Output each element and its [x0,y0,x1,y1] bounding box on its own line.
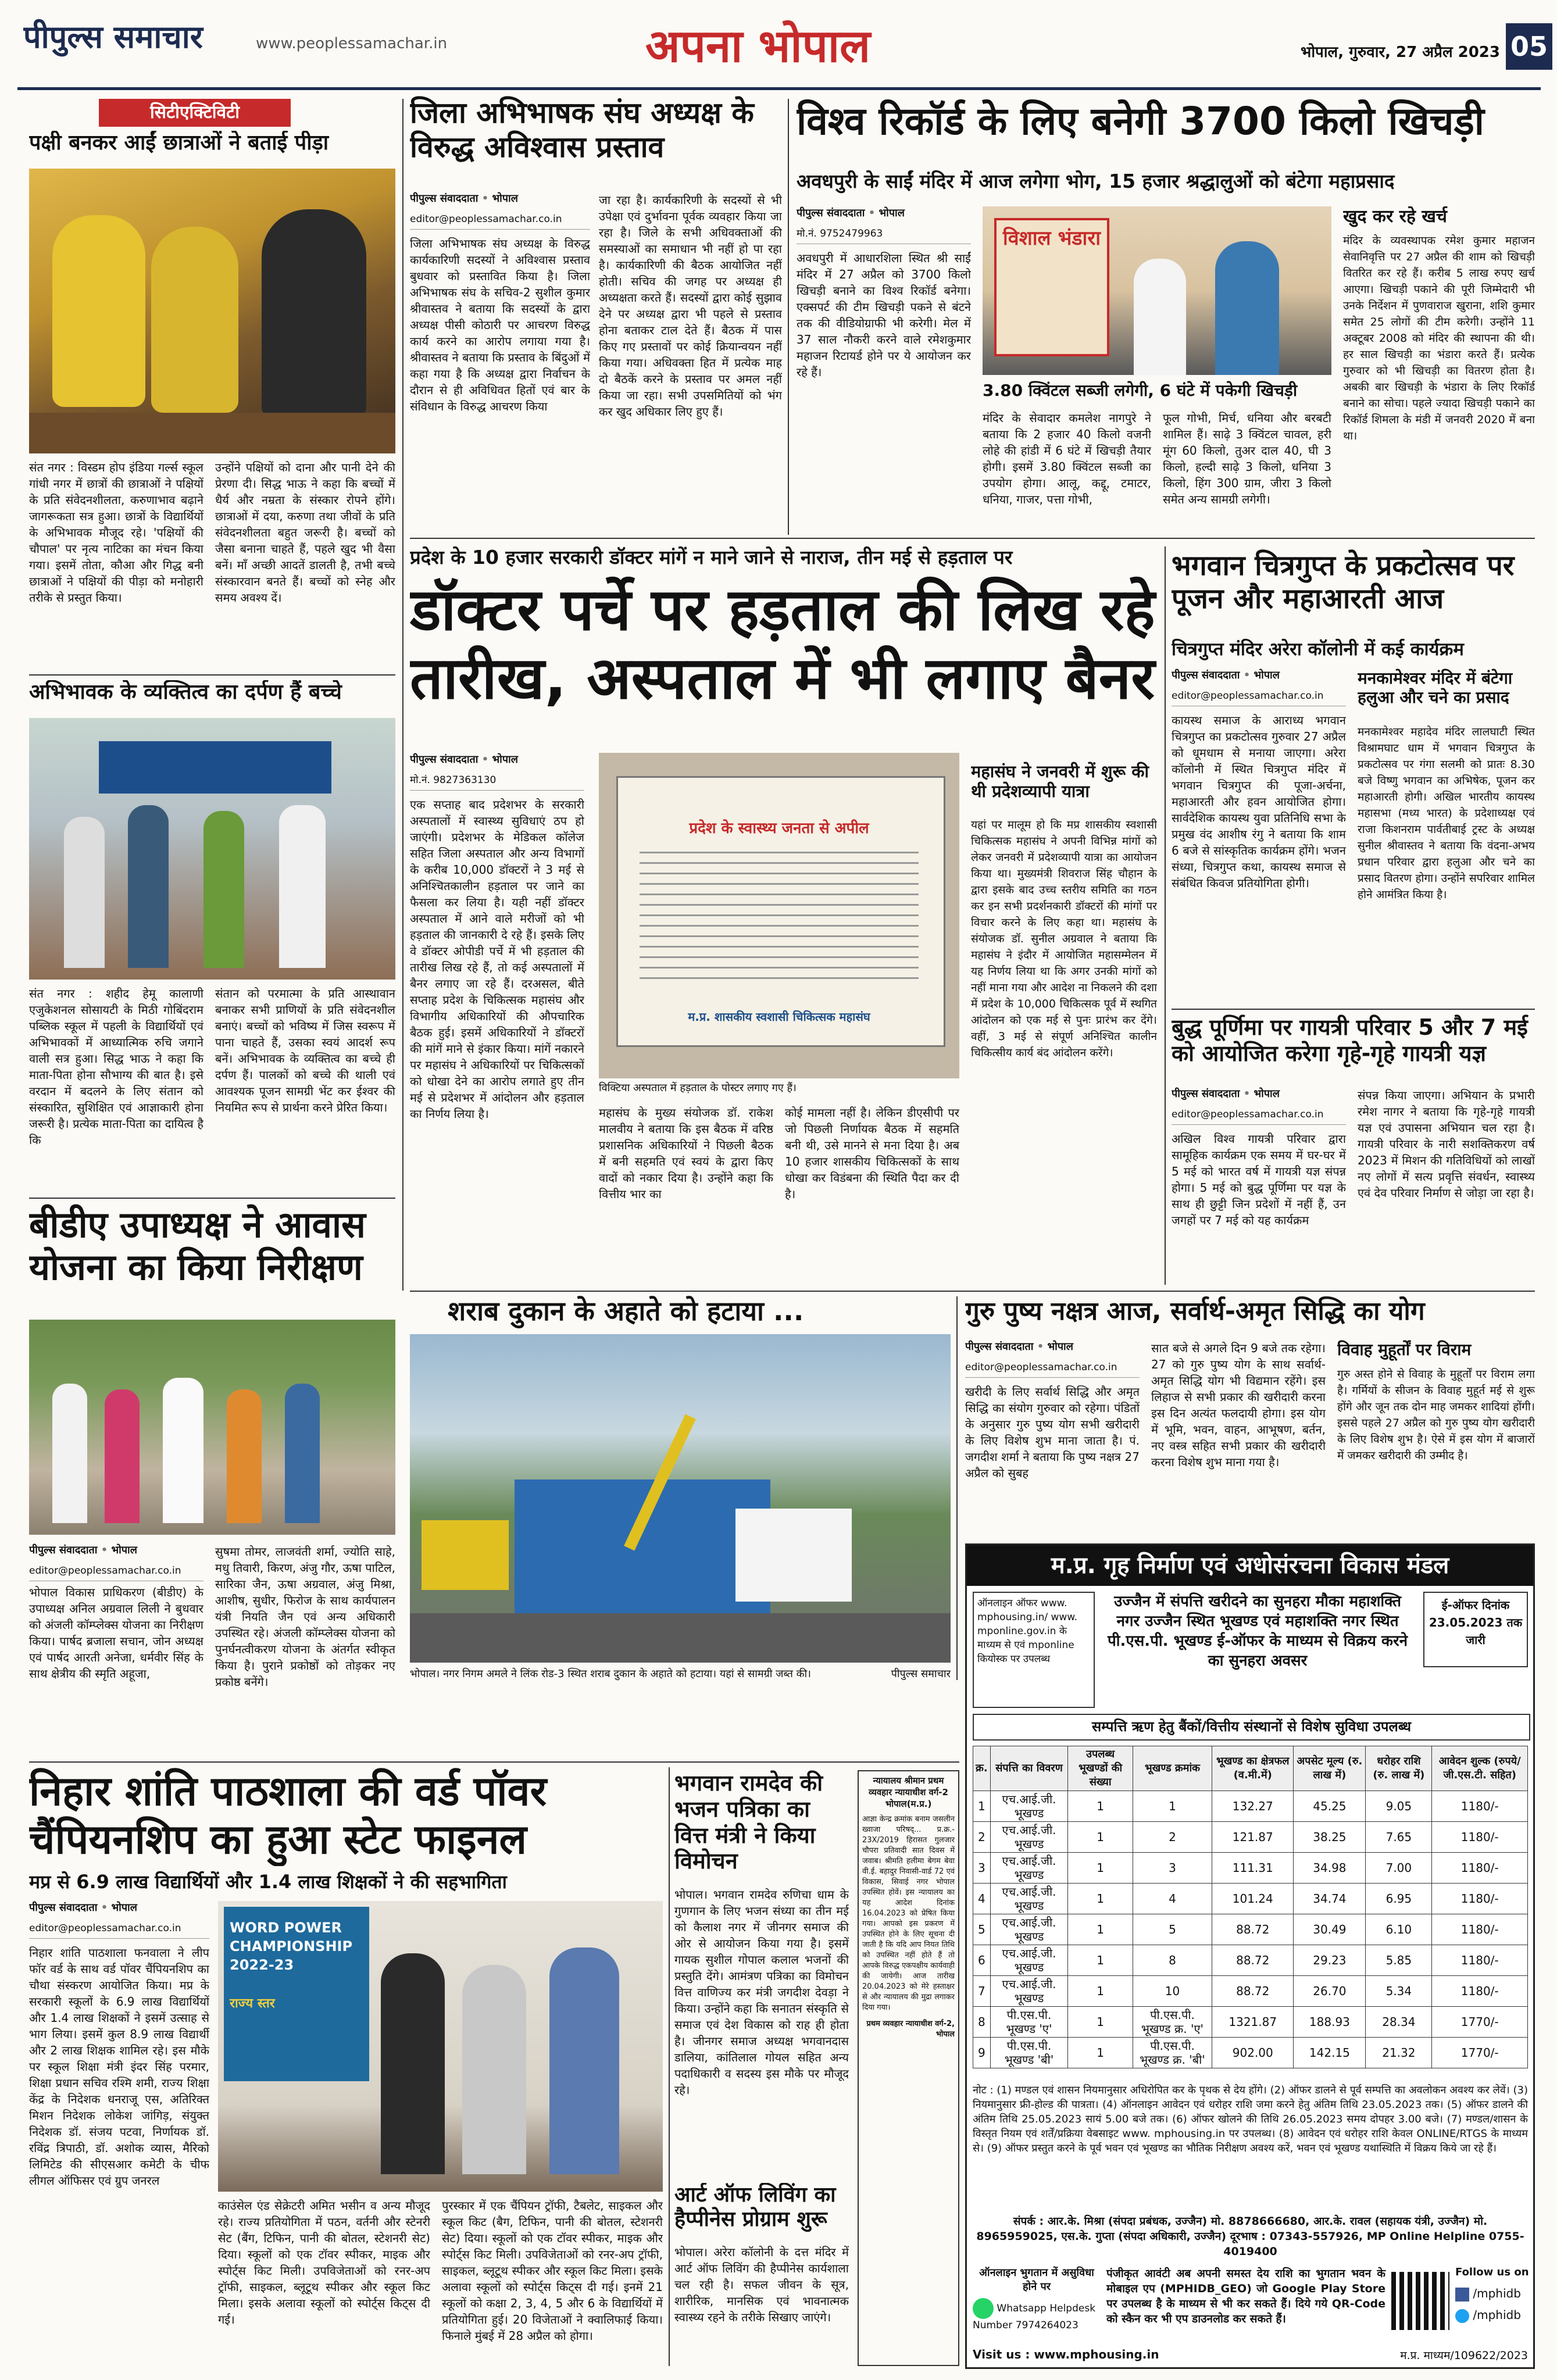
table-row [973,1976,1528,2007]
table-cell: 29.23 [1294,1945,1366,1976]
byline-agency: पीपुल्स संवाददाता [1172,669,1240,681]
doctor-mobile: मो.नं. 9827363130 [410,773,584,791]
table-cell: 4 [973,1884,991,1914]
byline-place: भोपाल [111,1544,137,1556]
bda-byline: पीपुल्स संवाददाता • भोपाल [29,1544,137,1556]
table-cell: 8 [1133,1945,1212,1976]
edition-date: भोपाल, गुरुवार, 27 अप्रैल 2023 [1301,44,1500,61]
chitragupt-subheadline: चित्रगुप्त मंदिर अरेरा कॉलोनी में कई कार्यक्रम [1172,639,1464,660]
twitter-handle: /mphidb [1473,2308,1521,2322]
guru-side-heading: विवाह मुहूर्तों पर विराम [1337,1340,1472,1359]
chitragupt-col1: कायस्थ समाज के आराध्य भगवान चित्रगुप्त का प्रकटोत्सव गुरुवार 27 अप्रैल को धूमधाम से मनाया जाएगा। अरेरा कॉलोनी में स्थित चित्रगुप्त मंदिर में भगवान चित्रगुप्त की पूजा-अर्चना, महाआरती और हवन आयोजित होगा। सार्वदेशिक कायस्थ युवा प्रतिनिधि सभा के प्रमुख वंद आशीष रंगु ने बताया कि शाम 6 बजे से सांस्कृतिक कार्यक्रम होंगे। भजन संध्या, चित्रगुप्त कथा, कायस्थ समाज से संबंधित किवज प्रतियोगिता होगी। [1172,713,1346,890]
nihar-headline: निहार शांति पाठशाला की वर्ड पॉवर चैंपियनशिप का हुआ स्टेट फाइनल [29,1767,547,1863]
table-cell: 1180/- [1432,1853,1528,1884]
chitragupt-side-heading: मनकामेश्वर मंदिर में बंटेगा हलुआ और चने का प्रसाद [1358,669,1513,707]
strike-photo-caption: विक्टिया अस्पताल में हड़ताल के पोस्टर लगाए गए हैं। [599,1082,797,1094]
nihar-col2: काउंसेल एंड सेक्रेटरी अमित भसीन व अन्य मौजूद रहे। राज्य प्रतियोगिता में पठन, वर्तनी और स्टेनरी सेट (बैंग, टिफिन, पानी की बोतल, स्टेशनरी सेट) दिया। स्कूलों को एक टॉवर स्पीकर, माइक और स्पोर्ट्स किट मिली। उपविजेताओं को रनर-अप ट्रॉफी, साइकल, ब्लूटूथ स्पीकर और स्कूल किट मिला। इसके अलावा स्कूलों को स्पोर्ट्स किट्स दी गई। [218,2199,430,2327]
table-row [973,1822,1528,1853]
banner-title: प्रदेश के स्वास्थ्य जनता से अपील [689,820,869,837]
khichdi-byline: पीपुल्स संवाददाता • भोपाल [797,207,905,219]
mphousing-title: म.प्र. गृह निर्माण एवं अधोसंरचना विकास मंडल [967,1545,1533,1586]
table-cell: 1 [1068,1822,1133,1853]
city-headline-2: अभिभावक के व्यक्तित्व का दर्पण हैं बच्चे [29,680,342,704]
table-cell: 9 [973,2038,991,2068]
mphousing-help-box: ऑनलाइन भुगतान में असुविधा होने पर [979,2267,1094,2293]
mphousing-whatsapp[interactable] [973,2298,1101,2339]
table-header-cell: धरोहर राशि (रु. लाख में) [1366,1746,1432,1791]
masthead [0,0,1557,87]
table-cell: एच.आई.जी. भूखण्ड [990,1791,1068,1822]
table-cell: 1 [1068,2007,1133,2038]
site-url: www.peoplessamachar.in [256,35,448,52]
table-header-cell: भूखण्ड क्रमांक [1133,1746,1212,1791]
table-cell: 5 [1133,1914,1212,1945]
mphousing-note: नोट : (1) मण्डल एवं शासन नियमानुसार अधिरोपित कर के पृथक से देय होंगे। (2) ऑफर डालने से पूर्व सम्पत्ति का अवलोकन अवश्य कर लेवें। (3) नियमानुसार फ्री-होल्ड की पात्रता। (4) ऑनलाइन आवेदन एवं धरोहर राशि जमा करने हेतु अंतिम तिथि 23.05.2023 तक। (5) ऑफर डालने की अंतिम तिथि 25.05.2023 सायं 5.00 बजे तक। (6) ऑफर खोलने की तिथि 26.05.2023 समय दोपहर 3.00 बजे। (7) मण्डल/शासन के विस्तृत नियम एवं शर्तें/प्रक्रिया वेबसाइट www. mphousing.in पर उपलब्ध। (8) आवेदन एवं धरोहर राशि केवल ONLINE/RTGS के माध्यम से। (9) ऑफर प्रस्तुत करने के पूर्व भवन एवं भूखण्ड का भौतिक निरीक्षण अवश्य करें, भवन एवं भूखण्ड यथास्थिति में विक्रय किये जा रहे हैं। [973,2084,1528,2154]
ramdev-body: भोपाल। भगवान रामदेव रुणिचा धाम के गुणगान के लिए भजन संध्या का तीन मई को कैलाश नगर में जीनगर समाज की ओर से आयोजन किया गया है। इसमें गायक सुशील गोपाल कलाल भजनों की प्रस्तुति देंगे। आमंत्रण पत्रिका का विमोचन वित्त वाणिज्य कर मंत्री जगदीश देवड़ा ने किया। उन्होंने कहा कि सनातन संस्कृति से समाज एवं देश विकास को राह ही होता है। जीनगर समाज अध्यक्ष भगवानदास डालिया, कांतिलाल गोयल सहित अन्य पदाधिकारी व सदस्य इस मौके पर मौजूद रहे। [674,1888,849,2097]
city-story-2-col1: संत नगर : शहीद हेमू कालाणी एजुकेशनल सोसायटी के मिठी गोबिंदराम पब्लिक स्कूल में पहली के विद्यार्थियों एवं अभिभावकों में आध्यात्मिक रुचि जगाने वाली सत्र हुआ। सिद्ध भाऊ ने कहा कि माता-पिता होना सौभाग्य की बात है। इसे वरदान में बदलने के लिए संतान को संस्कारित, सुशिक्षित एवं आज्ञाकारी होना जरूरी है। प्रत्येक माता-पिता का दायित्व है कि [29,987,203,1147]
table-cell: पी.एस.पी. भूखण्ड 'बी' [990,2038,1068,2068]
byline-place: भोपाल [111,1902,137,1914]
championship-photo [218,1901,663,2192]
sharab-photo-credit: पीपुल्स समाचार [891,1668,951,1680]
table-cell: 1 [1133,1791,1212,1822]
mphousing-follow-label: Follow us on [1455,2266,1529,2278]
table-row [973,1945,1528,1976]
table-cell: 88.72 [1212,1976,1294,2007]
guru-col2: सात बजे से अगले दिन 9 बजे तक रहेगा। 27 को गुरु पुष्य योग के साथ सर्वार्थ-अमृत सिद्धि योग भी विद्यमान रहेंगे। इस लिहाज से सभी प्रकार की खरीदारी करना इस दिन अत्यंत फलदायी होगा। इस योग में भूमि, भवन, वाहन, आभूषण, बर्तन, नए वस्त्र सहित सभी प्रकार की खरीदारी करना विशेष शुभ माना गया है। [1151,1341,1326,1469]
art-of-living-body: भोपाल। अरेरा कॉलोनी के दत्त मंदिर में आर्ट ऑफ लिविंग की हैप्पीनेस कार्यशाला चल रही है। सफल जीवन के सूत्र, शारीरिक, मानसिक एवं भावनात्मक स्वास्थ्य रहने के तरीके सिखाए जाएंगे। [674,2245,849,2324]
banner-signature: म.प्र. शासकीय स्वशासी चिकित्सक महासंघ [688,1010,870,1024]
mphousing-plot-table [973,1746,1528,2068]
nihar-col3: पुरस्कार में एक चैंपियन ट्रॉफी, टैबलेट, साइकल और स्कूल किट (बैग, टिफिन, पानी की बोतल, स्टेशनरी सेट) दिया। स्कूलों को एक टॉवर स्पीकर, माइक और स्पोर्ट्स किट मिली। उपविजेताओं को रनर-अप ट्रॉफी, साइकल, ब्लूटूथ स्पीकर और स्कूल किट मिला। इसके अलावा स्कूलों को स्पोर्ट्स किट्स दी गई। इनमें 21 स्कूलों को कक्षा 2, 3, 4, 5 और 6 के विद्यार्थियों में प्रतियोगिता हुई। 20 विजेताओं ने क्वालिफाई किया। फिनाले मुंबई में 28 अप्रैल को होगा। [442,2199,663,2343]
table-cell: 1 [973,1791,991,1822]
table-cell: 1321.87 [1212,2007,1294,2038]
khichdi-col4: फूल गोभी, मिर्च, धनिया और बरबटी शामिल हैं। साढ़े 3 क्विंटल चावल, हरी मूंग 60 किलो, तुअर दाल 40, घी 3 किलो, हल्दी साढ़े 3 किलो, धनिया 3 किलो, हिंग 300 ग्राम, जीरा 3 किलो समेत अन्य सामग्री लगेगी। [1163,411,1331,506]
strike-banner-photo [599,753,959,1078]
byline-agency: पीपुल्स संवाददाता [410,192,478,205]
nihar-email[interactable]: editor@peoplessamachar.co.in [29,1921,209,1939]
bda-email[interactable]: editor@peoplessamachar.co.in [29,1564,203,1581]
table-cell: 132.27 [1212,1791,1294,1822]
byline-agency: पीपुल्स संवाददाता [965,1341,1034,1353]
vakil-col2: जा रहा है। कार्यकारिणी के सदस्यों से भी उपेक्षा एवं दुर्भावना पूर्वक व्यवहार किया जा रहा है। जिले के सभी अधिवक्ताओं की समस्याओं का समाधान भी नहीं हो पा रहा है। कार्यकारिणी की बैठक आयोजित नहीं होती। सचिव की जगह पर अध्यक्ष ही अध्यक्षता करते हैं। सदस्यों द्वारा कोई सुझाव देने पर अध्यक्ष द्वारा भी पहले से प्रस्ताव होना बताकर टाल देते हैं। बैठक में पास किए गए प्रस्तावों पर कोई क्रियान्वयन नहीं किया गया। अधिवक्ता हित में प्रत्येक माह दो बैठकें करने के प्रस्ताव पर अमल नहीं किया जा रहा। सभी उपसमितियों को भंग कर खुद अधिकार लिए हुए हैं। [599,193,782,419]
whatsapp-icon [973,2298,994,2319]
mphousing-code: म.प्र. माध्यम/109622/2023 [1400,2349,1528,2362]
bda-inspection-photo [29,1320,395,1535]
court-title: न्यायालय श्रीमान प्रथम व्यवहार न्यायाधीश वर्ग-2 भोपाल(म.प्र.) [869,1775,948,1809]
table-cell: 6.10 [1366,1914,1432,1945]
facebook-link[interactable] [1455,2286,1531,2304]
byline-agency: पीपुल्स संवाददाता [410,753,478,766]
khichdi-side-heading: खुद कर रहे खर्च [1343,206,1447,227]
byline-agency: पीपुल्स संवाददाता [797,207,865,219]
table-row [973,1853,1528,1884]
table-cell: एच.आई.जी. भूखण्ड [990,1822,1068,1853]
table-cell: एच.आई.जी. भूखण्ड [990,1884,1068,1914]
mphousing-online-box[interactable]: ऑनलाइन ऑफर www. mphousing.in/ www. mponline.gov.in के माध्यम से एवं mponline कियोस्क पर उपलब्ध [973,1592,1095,1708]
twitter-icon [1455,2309,1469,2323]
table-cell: 1180/- [1432,1914,1528,1945]
nihar-subheadline: मप्र से 6.9 लाख विद्यार्थियों और 1.4 लाख शिक्षकों ने की सहभागिता [29,1871,507,1893]
byline-agency: पीपुल्स संवाददाता [29,1544,98,1556]
table-cell: 101.24 [1212,1884,1294,1914]
city-story-1-col1: संत नगर : विस्डम होप इंडिया गर्ल्स स्कूल गांधी नगर में छात्रों की छात्राओं ने पक्षियों के प्रति संवेदनशीलता, करुणाभाव बढ़ाने जागरूकता सत्र हुआ। छात्रों के विद्यार्थियों के अभिभावक मौजूद रहे। 'पक्षियों की चौपाल' पर नृत्य नाटिका का मंचन किया गया। इसमें तोता, कौआ और गिद्ध बनी छात्राओं ने पक्षियों की पीड़ा को मनोहारी तरीके से प्रस्तुत किया। [29,460,203,605]
bda-headline: बीडीए उपाध्यक्ष ने आवास योजना का किया निरीक्षण [29,1203,366,1289]
guru-col1: खरीदी के लिए सर्वार्थ सिद्धि और अमृत सिद्धि का संयोग गुरुवार को रहेगा। पंडितों के अनुसार गुरु पुष्य योग सभी खरीदारी के लिए विशेष शुभ माना जाता है। पं. जगदीश शर्मा ने बताया कि पुष्य नक्षत्र 27 अप्रैल को सुबह [965,1385,1140,1480]
table-cell: 88.72 [1212,1914,1294,1945]
table-cell: एच.आई.जी. भूखण्ड [990,1853,1068,1884]
chitragupt-byline: पीपुल्स संवाददाता • भोपाल [1172,669,1280,681]
facebook-handle: /mphidb [1473,2286,1521,2300]
guru-headline: गुरु पुष्य नक्षत्र आज, सर्वार्थ-अमृत सिद्धि का योग [965,1296,1425,1326]
whatsapp-number: Whatsapp Helpdesk Number 7974264023 [973,2303,1096,2331]
khichdi-mobile: मो.नं. 9752479963 [797,227,971,244]
byline-agency: पीपुल्स संवाददाता [29,1902,98,1914]
vakil-email[interactable]: editor@peoplessamachar.co.in [410,212,590,230]
byline-place: भोपाल [1047,1341,1073,1353]
table-cell: 1180/- [1432,1976,1528,2007]
guru-email[interactable]: editor@peoplessamachar.co.in [965,1360,1140,1378]
vakil-headline: जिला अभिभाषक संघ अध्यक्ष के विरुद्ध अविश्वास प्रस्ताव [410,96,754,164]
table-cell: 88.72 [1212,1945,1294,1976]
doctor-headline: डॉक्टर पर्चे पर हड़ताल की लिख रहे तारीख, अस्पताल में भी लगाए बैनर [410,576,1155,712]
mphousing-contact: संपर्क : आर.के. मिश्रा (संपदा प्रबंधक, उज्जैन) मो. 8878666680, आर.के. रावल (सहायक यंत्री, उज्जैन) मो. 8965959025, एस.के. गुप्ता (संपदा अधिकारी, उज्जैन) दूरभाष : 07343-557926, MP Online Helpline 0755-4019400 [976,2215,1524,2258]
gayatri-byline: पीपुल्स संवाददाता • भोपाल [1172,1088,1280,1100]
gayatri-email[interactable]: editor@peoplessamachar.co.in [1172,1107,1346,1125]
facebook-icon [1455,2288,1469,2302]
byline-place: भोपाल [1254,669,1280,681]
table-cell: एच.आई.जी. भूखण्ड [990,1976,1068,2007]
doctor-col1: एक सप्ताह बाद प्रदेशभर के सरकारी अस्पतालों में स्वास्थ्य सुविधाएं ठप हो जाएंगी। प्रदेशभर के मेडिकल कॉलेज सहित जिला अस्पताल और अन्य विभागों के करीब 10,000 डॉक्टरों ने 3 मई से अनिश्चितकालीन हड़ताल पर जाने का फैसला कर लिया है। यही नहीं डॉक्टर अस्पताल में आने वाले मरीजों को भी हड़ताल की जानकारी दे रहे हैं। इसके लिए वे डॉक्टर ओपीडी पर्चे में भी हड़ताल की तारीख लिख रहे हैं, तो कई अस्पतालों में बैनर लगाए जा रहे हैं। दरअसल, बीते सप्ताह प्रदेश के चिकित्सक महासंघ और विभागीय अधिकारियों की औपचारिक बैठक हुई। इसमें अधिकारियों ने डॉक्टरों की मांगें माने से इंकार किया। मांगें नकारने पर महासंघ ने अधिकारियों पर चिकित्सकों को धोखा देने का आरोप लगाते हुए तीन मई से प्रदेशभर में आंदोलन और हड़ताल का निर्णय लिया है। [410,798,584,1121]
city-headline-1: पक्षी बनकर आईं छात्राओं ने बताई पीड़ा [29,131,329,155]
table-cell: 1 [1068,1853,1133,1884]
table-cell: 1 [1068,2038,1133,2068]
table-header-cell: भूखण्ड का क्षेत्रफल (व.मी.में) [1212,1746,1294,1791]
ramdev-headline: भगवान रामदेव की भजन पत्रिका का वित्त मंत्री ने किया विमोचन [674,1770,823,1874]
table-cell: 5 [973,1914,991,1945]
table-cell: पी.एस.पी. भूखण्ड क्र. 'ए' [1133,2007,1212,2038]
khichdi-side-body: मंदिर के व्यवस्थापक रमेश कुमार महाजन सेवानिवृत्ति पर 27 अप्रैल की शाम को खिचड़ी वितरित कर रहे हैं। करीब 5 लाख रुपए खर्च आएगा। खिचड़ी पकाने की पूरी जिम्मेदारी भी उनके निर्देशन में पुणवाराज खुराना, शशि कुमार समेत 25 लोगों की टीम करेगी। उन्होंने 11 अक्टूबर 2008 को मंदिर की स्थापना की थी। हर साल खिचड़ी का भंडारा करते हैं। प्रत्येक गुरुवार को भी खिचड़ी का वितरण होता है। अबकी बार खिचड़ी के भंडारा के लिए रिकॉर्ड बनाने का सोचा। पहले ज्यादा खिचड़ी पकाने का रिकॉर्ड शिमला के मंडी में जनवरी 2020 में बना था। [1343,234,1535,442]
khichdi-subheadline: अवधपुरी के साईं मंदिर में आज लगेगा भोग, 15 हजार श्रद्धालुओं को बंटेगा महाप्रसाद [797,170,1395,192]
vakil-byline: पीपुल्स संवाददाता • भोपाल [410,192,518,205]
table-cell: 21.32 [1366,2038,1432,2068]
guru-byline: पीपुल्स संवाददाता • भोपाल [965,1341,1073,1353]
table-header-cell: क्र. [973,1746,991,1791]
championship-banner-sub: राज्य स्तर [230,1996,275,2011]
doctor-col3: कोई मामला नहीं है। लेकिन डीएसीपी पर जो पिछली निर्णायक बैठक में सहमति बनी थी, उसे मानने से मना दिया है। अब 10 हजार शासकीय चिकित्सकों के साथ धोखा कर विडंबना की स्थिति पैदा कर दी है। [785,1106,959,1201]
table-cell: 7.65 [1366,1822,1432,1853]
table-cell: 1770/- [1432,2007,1528,2038]
table-cell: 1770/- [1432,2038,1528,2068]
sharab-caption: भोपाल। नगर निगम अमले ने लिंक रोड-3 स्थित शराब दुकान के अहाते को हटाया। यहां से सामग्री जब्त की। [410,1668,811,1680]
championship-banner-text: WORD POWER CHAMPIONSHIP 2022-23 [230,1920,353,1973]
doctor-side-body: यहां पर मालूम हो कि मप्र शासकीय स्वशासी चिकित्सक महासंघ ने अपनी विभिन्न मांगों को लेकर जनवरी में प्रदेशव्यापी यात्रा का आयोजन किया था। मुख्यमंत्री शिवराज सिंह चौहान के द्वारा इसके बाद उच्च स्तरीय समिति का गठन कर इन सभी प्रदर्शनकारी डॉक्टरों की मांगों पर विचार करने के लिए कहा था। महासंघ के संयोजक डॉ. सुनील अग्रवाल ने बताया कि महासंघ ने इंदौर में आयोजित महासम्मेलन में यह निर्णय लिया था कि अगर उनकी मांगों को नहीं माना गया और आदेश ना निकलने की दशा में प्रदेश के 10,000 चिकित्सक पूर्व में स्थगित आंदोलन को एक मई से पुनः प्रारंभ कर देंगे। वहीं, 3 मई से संपूर्ण अनिश्चित कालीन चिकित्सीय कार्य बंद आंदोलन करेंगे। [971,819,1157,1059]
guru-side-body: गुरु अस्त होने से विवाह के मुहूर्तों पर विराम लगा है। गर्मियों के सीजन के विवाह मुहूर्त मई से शुरू होंगे और जून तक दोन माह जमकर शादियां होंगी। इससे पहले 27 अप्रैल को गुरु पुष्य योग खरीदारी के लिए विशेष शुभ है। ऐसे में इस योग में बाजारों में जमकर खरीदारी की उम्मीद है। [1337,1368,1535,1462]
table-cell: पी.एस.पी. भूखण्ड 'ए' [990,2007,1068,2038]
mphousing-date-box: ई-ऑफर दिनांक 23.05.2023 तक जारी [1423,1592,1528,1667]
table-cell: 7.00 [1366,1853,1432,1884]
table-cell: 1180/- [1432,1884,1528,1914]
byline-place: भोपाल [879,207,905,219]
khichdi-col3: मंदिर के सेवादार कमलेश नागपुरे ने बताया कि 2 हजार 40 किलो वजनी लोहे की हांडी में 6 घंटे में खिचड़ी तैयार होगी। इसमें 3.80 क्विंटल सब्जी का उपयोग होगा। आलू, कद्दू, टमाटर, धनिया, गाजर, पत्ता गोभी, [983,411,1151,506]
table-cell: 4 [1133,1884,1212,1914]
table-cell: 1 [1068,1791,1133,1822]
table-header-cell: अपसेट मूल्य (रु. लाख में) [1294,1746,1366,1791]
nihar-col1: निहार शांति पाठशाला फनवाला ने लीप फॉर वर्ड के साथ वर्ड पॉवर चैंपियनशिप का चौथा संस्करण आयोजित किया। मप्र के सरकारी स्कूलों के 6.9 लाख विद्यार्थियों और 1.4 लाख शिक्षकों ने इसमें उत्साह से भाग लिया। इसमें कुल 8.9 लाख विद्यार्थी और 2 लाख शिक्षक शामिल रहे। इस मौके पर स्कूल शिक्षा मंत्री इंदर सिंह परमार, शिक्षा प्रधान सचिव रश्मि शमी, राज्य शिक्षा केंद्र के निदेशक धनराजू एस, अतिरिक्त मिशन निदेशक लोकेश जांगिड़, संयुक्त निदेशक डॉ. संजय पटवा, निर्णायक डॉ. रविंद्र त्रिपाठी, डॉ. अशोक व्यास, मैरिको लिमिटेड की सीएसआर कमेटी के चीफ लीगल ऑफिसर एवं ग्रुप जनरल [29,1946,209,2188]
brand-logo: पीपुल्स समाचार [23,18,203,55]
table-cell: 8 [973,2007,991,2038]
table-row [973,2038,1528,2068]
gayatri-col1: अखिल विश्व गायत्री परिवार द्वारा सामूहिक कार्यक्रम एक समय में घर-घर में 5 मई को भारत वर्ष में गायत्री यज्ञ संपन्न होगा। 5 मई को बुद्ध पूर्णिमा पर यज्ञ के साथ ही छुट्टी जिन प्रदेशों में नहीं हैं, उन जगहों पर 7 मई को यह कार्यक्रम [1172,1132,1346,1227]
table-cell: 1180/- [1432,1791,1528,1822]
mphousing-qr-code[interactable] [1391,2272,1449,2330]
table-row [973,1914,1528,1945]
table-cell: 34.98 [1294,1853,1366,1884]
byline-agency: पीपुल्स संवाददाता [1172,1088,1240,1100]
section-title: अपना भोपाल [645,20,870,73]
table-cell: 28.34 [1366,2007,1432,2038]
court-signature: प्रथम व्यवहार न्यायाधीश वर्ग-2, भोपाल [866,2020,955,2039]
khichdi-photo [983,206,1331,375]
table-cell: 1180/- [1432,1822,1528,1853]
table-cell: 1 [1068,1976,1133,2007]
court-body: आज्ञा केन्द्र क्रमांक बनाम जसलीन ख्वाजा परिषद्... प्र.क्र.- 23X/2019 हिरासत गुलजार चौपरा प्रतिवादी सात दिवस में जवाब। श्रीमति हलीमा बेगम बेवा वी.ई. बहादुर निवासी-वार्ड 72 एवं विकास, सिवाई नगर भोपाल उपस्थित होवें। इस न्यायालय का यह आदेश दिनांक 16.04.2023 को प्रेषित किया गया। आपको इस प्रकरण में उपस्थित होने के लिए सूचना दी जाती है कि यदि आप नियत तिथि को उपस्थित नहीं होते हैं तो आपके विरुद्ध एकपक्षीय कार्यवाही की जायेगी। आज तारीख 20.04.2023 को मेरे हस्ताक्षर से और न्यायालय की मुद्रा लगाकर दिया गया। [862,1815,955,2012]
table-cell: 1180/- [1432,1945,1528,1976]
doctor-byline: पीपुल्स संवाददाता • भोपाल [410,753,518,766]
table-cell: 38.25 [1294,1822,1366,1853]
table-cell: 5.34 [1366,1976,1432,2007]
table-cell: 9.05 [1366,1791,1432,1822]
table-cell: 6.95 [1366,1884,1432,1914]
byline-place: भोपाल [492,192,518,205]
table-cell: 5.85 [1366,1945,1432,1976]
birds-play-photo [29,169,395,453]
table-cell: 45.25 [1294,1791,1366,1822]
doctor-col2: महासंघ के मुख्य संयोजक डॉ. राकेश मालवीय ने बताया कि इस बैठक में वरिष्ठ प्रशासनिक अधिकारियों ने पिछली बैठक में बनी सहमति एवं स्वयं के द्वारा किए वादों को नकार दिया है। उन्होंने कहा कि वित्तीय भार का [599,1106,773,1201]
table-cell: 1 [1068,1945,1133,1976]
table-cell: 26.70 [1294,1976,1366,2007]
mphousing-app-text: पंजीकृत आवंटी अब अपनी समस्त देय राशि का भुगतान भवन के मोबाइल एप (MPHIDB_GEO) जो Google Play Store पर उपलब्ध है के माध्यम से भी कर सकते हैं। दिये गये QR-Code को स्कैन कर भी एप डाउनलोड कर सकते हैं। [1106,2267,1385,2325]
gayatri-headline: बुद्ध पूर्णिमा पर गायत्री परिवार 5 और 7 मई को आयोजित करेगा गृहे-गृहे गायत्री यज्ञ [1172,1014,1528,1066]
table-row [973,1791,1528,1822]
table-cell: एच.आई.जी. भूखण्ड [990,1914,1068,1945]
vakil-col1: जिला अभिभाषक संघ अध्यक्ष के विरुद्ध कार्यकारिणी सदस्यों ने अविश्वास प्रस्ताव बुधवार को प्रस्तावित किया है। जिला अभिभाषक संघ के सचिव-2 सुशील कुमार श्रीवास्तव ने बताया कि सदस्यों के द्वारा अध्यक्ष पीसी कोठारी पर आचरण विरुद्ध कार्य करने का आरोप लगाया गया है। श्रीवास्तव ने बताया कि प्रस्ताव के बिंदुओं में कहा गया है कि अध्यक्ष द्वारा निर्वाचन के दौरान से ही अविधिवत हितों एवं बार के संविधान के विरुद्ध आचरण किया [410,237,590,413]
chitragupt-side-body: मनकामेश्वर महादेव मंदिर लालघाटी स्थित विश्रामघाट धाम में भगवान चित्रगुप्त के प्रकटोत्सव पर गंगा सलमी को प्रातः 8.30 बजे विष्णु भगवान का अभिषेक, पूजन कर महाआरती होगी। अखिल भारतीय कायस्थ महासभा (मध्य भारत) के प्रदेशाध्यक्ष एवं राजा किशनराम पार्वतीबाई ट्रस्ट के अध्यक्ष सुनील श्रीवास्तव ने बताया कि वंदना-अभय प्रधान परिवार द्वारा हलुआ और चने का प्रसाद वितरण होगा। उन्होंने सपरिवार शामिल होने आमंत्रित किया है। [1358,726,1535,901]
table-header-cell: आवेदन शुल्क (रुपये/जी.एस.टी. सहित) [1432,1746,1528,1791]
table-cell: एच.आई.जी. भूखण्ड [990,1945,1068,1976]
table-cell: 30.49 [1294,1914,1366,1945]
table-cell: 111.31 [1212,1853,1294,1884]
table-cell: 2 [1133,1822,1212,1853]
khichdi-col1: अवधपुरी में आधारशिला स्थित श्री साईं मंदिर में 27 अप्रैल को 3700 किलो खिचड़ी बनाने का विश्व रिकॉर्ड बनेगा। एक्सपर्ट की टीम खिचड़ी पकने से बंटने तक की वीडियोग्राफी भी करेगी। मेल में 37 साल नौकरी करने वाले रमेशकुमार महाजन रिटायर्ड होने पर ये आयोजन कर रहे हैं। [797,251,971,379]
table-header-cell: उपलब्ध भूखण्डों की संख्या [1068,1746,1133,1791]
table-cell: 2 [973,1822,991,1853]
table-cell: 902.00 [1212,2038,1294,2068]
khichdi-banner-text: विशाल भंडारा [1002,227,1101,250]
table-cell: 6 [973,1945,991,1976]
chitragupt-email[interactable]: editor@peoplessamachar.co.in [1172,689,1346,706]
doctor-kicker: प्रदेश के 10 हजार सरकारी डॉक्टर मांगें न माने जाने से नाराज, तीन मई से हड़ताल पर [410,546,1013,569]
table-cell: 121.87 [1212,1822,1294,1853]
byline-place: भोपाल [1254,1088,1280,1100]
table-cell: 1 [1068,1914,1133,1945]
table-row [973,2007,1528,2038]
bda-col2: सुषमा तोमर, लाजवंती शर्मा, ज्योति साहे, मधु तिवारी, किरण, अंजु गौर, ऊषा पाटिल, सारिका जैन, ऊषा अग्रवाल, अंजु मिश्रा, आशीष, सुधीर, फिरोज के साथ कार्यपालन यंत्री नियति जैन एवं अन्य अधिकारी उपस्थित रहे। अंजली कॉम्प्लेक्स योजना को पुनर्घनत्वीकरण योजना के अंतर्गत स्वीकृत किया है। पुराने प्रकोष्ठों को तोड़कर नए प्रकोष्ठ बनेंगे। [215,1545,395,1689]
table-cell: 10 [1133,1976,1212,2007]
bda-col1: भोपाल विकास प्राधिकरण (बीडीए) के उपाध्यक्ष अनिल अग्रवाल लिली ने बुधवार को अंजली कॉम्प्लेक्स योजना का निरीक्षण किया। पार्षद ब्रजाला सचान, जोन अध्यक्ष एवं पार्षद आरती अनेजा, धर्मवीर सिंह के साथ क्षेत्रीय की स्मृति अहूजा, [29,1585,203,1681]
twitter-link[interactable] [1455,2308,1531,2325]
mphousing-visit[interactable]: Visit us : www.mphousing.in [973,2347,1159,2361]
table-header-cell: संपत्ति का विवरण [990,1746,1068,1791]
school-event-photo [29,718,395,980]
gayatri-col2: संपन्न किया जाएगा। अभियान के प्रभारी रमेश नागर ने बताया कि गृहे-गृहे गायत्री यज्ञ एवं उपासना अभियान चल रहा है। गायत्री परिवार के नारी सशक्तिकरण वर्ष 2023 में मिशन की गतिविधियों को लाखों नए लोगों में सत्य प्रवृत्ति संवर्धन, स्वास्थ्य एवं देव परिवार निर्माण से जोड़ा जा रहा है। [1358,1088,1535,1200]
byline-place: भोपाल [492,753,518,766]
table-row [973,1884,1528,1914]
khichdi-headline: विश्व रिकॉर्ड के लिए बनेगी 3700 किलो खिचड़ी [797,99,1484,144]
city-activity-tag: सिटीएक्टिविटी [99,99,291,127]
table-cell: 7 [973,1976,991,2007]
city-story-2-col2: संतान को परमात्मा के प्रति आस्थावान बनाकर सभी प्राणियों के प्रति संवेदनशील बनाएं। बच्चों को भविष्य में जिस स्वरूप में पाना चाहते हैं, उसका स्वयं आदर्श रूप बनें। अभिभावक के व्यक्तित्व का बच्चे ही दर्पण हैं। पालकों को बच्चे की थाली एवं आवश्यक पूजन सामग्री भेंट कर ईश्वर की नियमित रूप से प्रार्थना करने प्रेरित किया। [215,987,395,1114]
table-cell: 188.93 [1294,2007,1366,2038]
sharab-headline: शराब दुकान के अहाते को हटाया ... [448,1295,804,1327]
table-cell: 34.74 [1294,1884,1366,1914]
court-notice [858,1770,959,2366]
doctor-side-heading: महासंघ ने जनवरी में शुरू की थी प्रदेशव्यापी यात्रा [971,762,1149,802]
table-cell: 1 [1068,1884,1133,1914]
art-of-living-headline: आर्ट ऑफ लिविंग का हैप्पीनेस प्रोग्राम शुरू [674,2183,836,2232]
table-cell: 3 [973,1853,991,1884]
mphousing-ad [965,1543,1535,2369]
khichdi-subhead-2: 3.80 क्विंटल सब्जी लगेगी, 6 घंटे में पकेगी खिचड़ी [983,381,1298,400]
table-cell: पी.एस.पी. भूखण्ड क्र. 'बी' [1133,2038,1212,2068]
page-number: 05 [1506,23,1552,70]
liquor-shop-removal-photo [410,1334,951,1663]
table-cell: 142.15 [1294,2038,1366,2068]
chitragupt-headline: भगवान चित्रगुप्त के प्रकटोत्सव पर पूजन और महाआरती आज [1172,549,1515,615]
table-cell: 3 [1133,1853,1212,1884]
nihar-byline: पीपुल्स संवाददाता • भोपाल [29,1902,137,1914]
mphousing-bank-note: सम्पत्ति ऋण हेतु बैंकों/वित्तीय संस्थानों से विशेष सुविधा उपलब्ध [973,1714,1530,1741]
city-story-1-col2: उन्होंने पक्षियों को दाना और पानी देने की प्रेरणा दी। सिद्ध भाऊ ने कहा कि बच्चों में धैर्य और नम्रता के संस्कार रोपने होंगे। छात्राओं में दया, करुणा तथा जीवों के प्रति संवेदनशीलता बहुत जरूरी है। बच्चों को जैसा बनाना चाहते हैं, पहले खुद भी वैसा बनें। माँ अच्छी आदतें डालती है, तभी बच्चे संस्कारवान बनते हैं। बच्चों को स्नेह और समय अवश्य दें। [215,460,395,605]
mphousing-headline: उज्जैन में संपत्ति खरीदने का सुनहरा मौका महाशक्ति नगर उज्जैन स्थित भूखण्ड एवं महाशक्ति नगर स्थित पी.एस.पी. भूखण्ड ई-ऑफर के माध्यम से विक्रय करने का सुनहरा अवसर [1107,1593,1408,1670]
